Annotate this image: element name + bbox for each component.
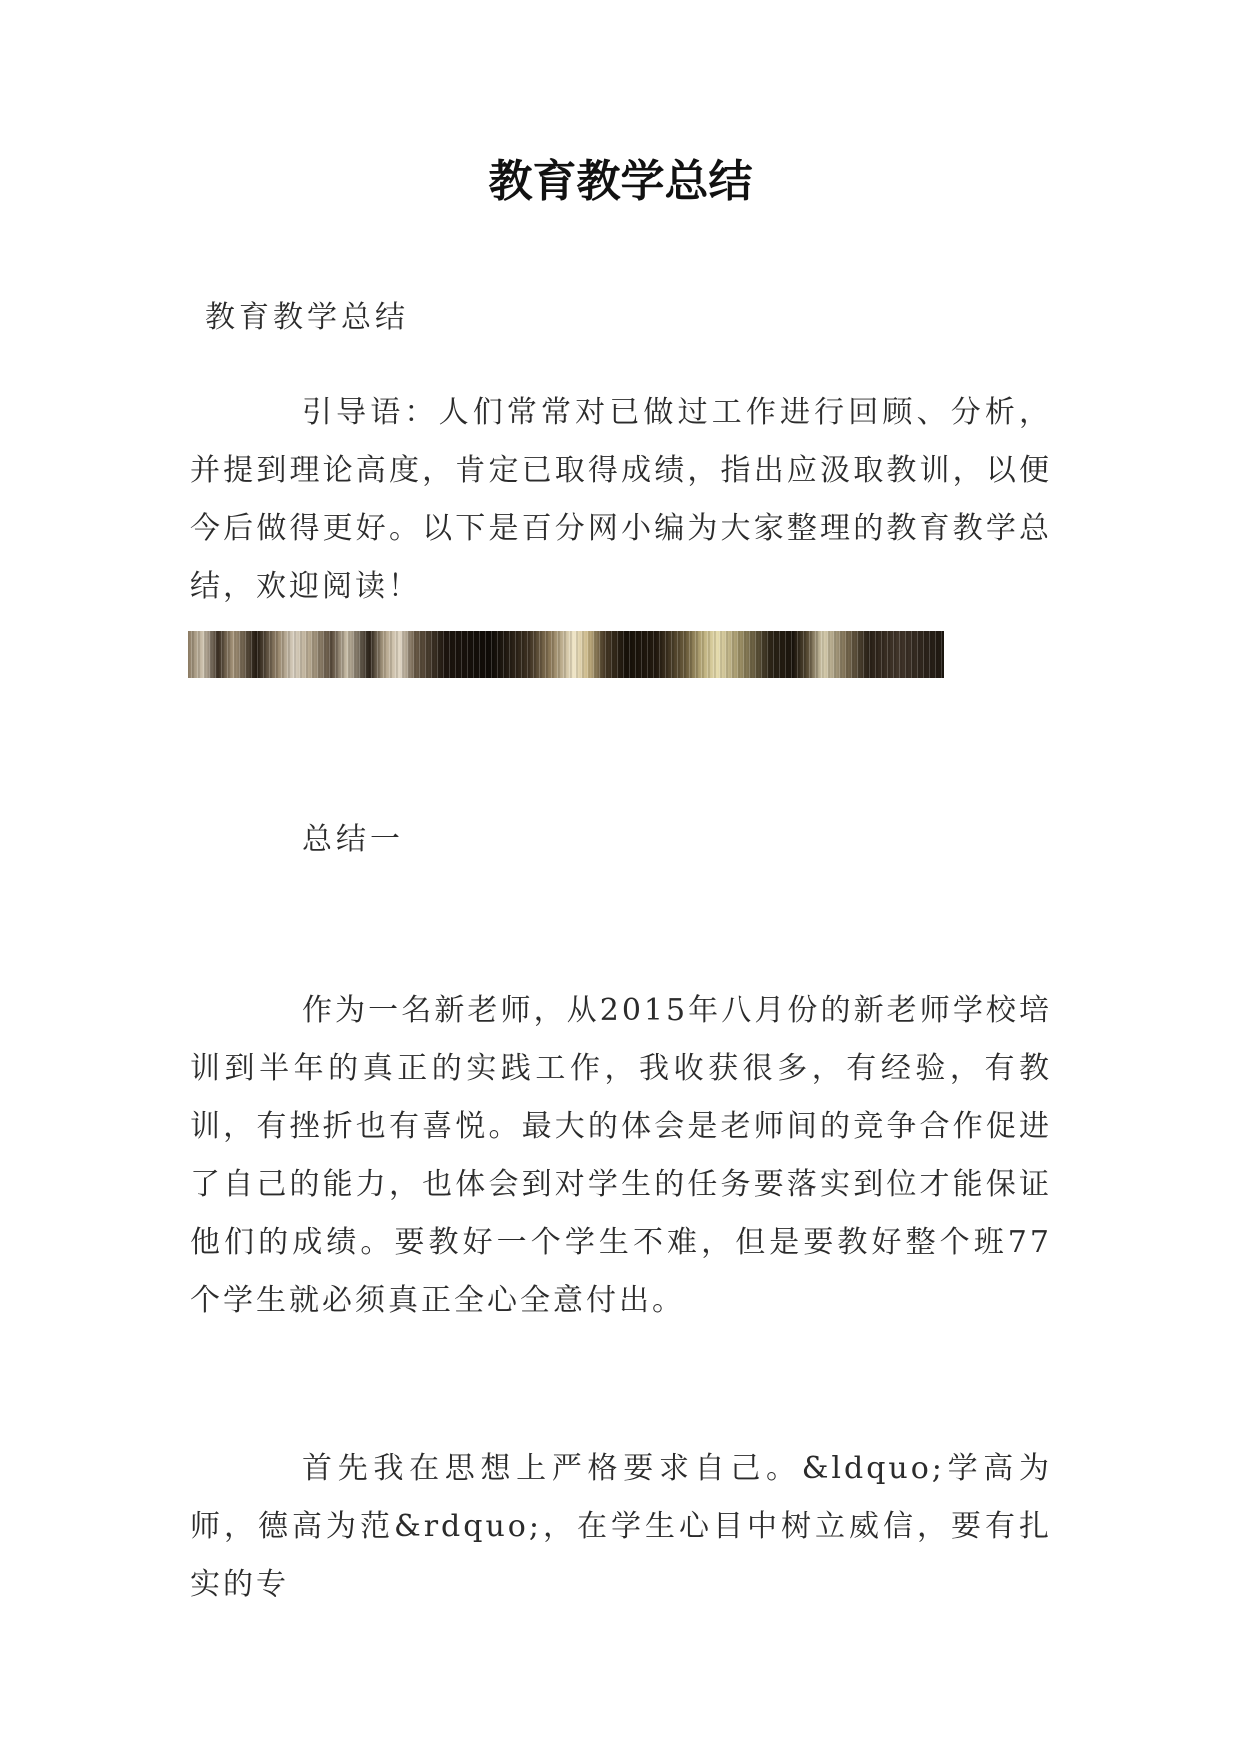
document-subtitle: 教育教学总结 xyxy=(205,300,409,335)
body-paragraph-1: 作为一名新老师，从2015年八月份的新老师学校培训到半年的真正的实践工作，我收获很多，有经验，有教训，有挫折也有喜悦。最大的体会是老师间的竞争合作促进了自己的能力，也体会到对学生的任务要落实到位才能保证他们的成绩。要教好一个学生不难，但是要教好整个班77个学生就必须真正全心全意付出。 xyxy=(190,993,1052,1318)
intro-paragraph: 引导语：人们常常对已做过工作进行回顾、分析，并提到理论高度，肯定已取得成绩，指出应汲取教训，以便今后做得更好。以下是百分网小编为大家整理的教育教学总结，欢迎阅读！ xyxy=(190,395,1052,604)
bookshelf-banner-image xyxy=(188,631,944,678)
body-paragraph-2: 首先我在思想上严格要求自己。&ldquo;学高为师，德高为范&rdquo;，在学生心目中树立威信，要有扎实的专 xyxy=(190,1451,1052,1602)
section-heading: 总结一 xyxy=(302,822,404,857)
document-title: 教育教学总结 xyxy=(488,156,753,207)
